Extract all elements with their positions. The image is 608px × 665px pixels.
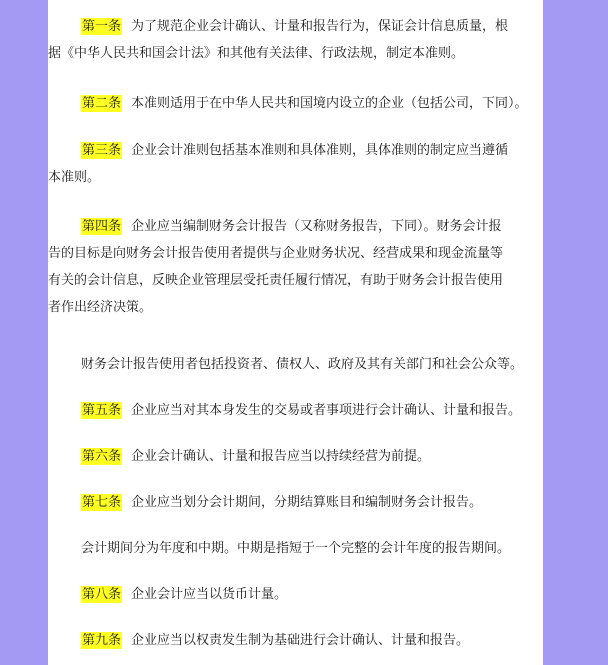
article-4-continuation bbox=[48, 351, 543, 378]
article-label: 第九条 bbox=[82, 633, 122, 648]
article-label: 第二条 bbox=[82, 96, 122, 111]
article-text: 本准则适用于在中华人民共和国境内设立的企业（包括公司，下同）。 bbox=[131, 96, 528, 111]
article-label: 第一条 bbox=[82, 19, 122, 34]
article-text: 企业应当编制财务会计报告（又称财务报告，下同）。财务会计报 bbox=[131, 219, 502, 234]
article-text: 据《中华人民共和国会计法》和其他有关法律、行政法规，制定本准则。 bbox=[48, 46, 465, 61]
article-text: 为了规范企业会计确认、计量和报告行为，保证会计信息质量，根 bbox=[131, 19, 509, 34]
article-1 bbox=[48, 13, 543, 67]
article-label: 第六条 bbox=[82, 449, 122, 464]
article-label: 第七条 bbox=[82, 495, 122, 510]
article-7-continuation bbox=[48, 535, 543, 562]
article-text: 企业会计应当以货币计量。 bbox=[131, 587, 288, 602]
article-text: 企业会计确认、计量和报告应当以持续经营为前提。 bbox=[131, 449, 431, 464]
article-text: 企业会计准则包括基本准则和具体准则，具体准则的制定应当遵循 bbox=[131, 143, 509, 158]
article-label: 第四条 bbox=[82, 219, 122, 234]
article-7 bbox=[48, 489, 543, 516]
article-2 bbox=[48, 90, 543, 117]
article-text: 企业应当对其本身发生的交易或者事项进行会计确认、计量和报告。 bbox=[131, 403, 522, 418]
article-3 bbox=[48, 137, 543, 191]
article-5 bbox=[48, 397, 543, 424]
article-label: 第八条 bbox=[82, 587, 122, 602]
article-text: 企业应当以权责发生制为基础进行会计确认、计量和报告。 bbox=[131, 633, 470, 648]
document-page bbox=[48, 0, 543, 665]
article-text: 财务会计报告使用者包括投资者、债权人、政府及其有关部门和社会公众等。 bbox=[81, 357, 524, 372]
article-text: 告的目标是向财务会计报告使用者提供与企业财务状况、经营成果和现金流量等 bbox=[48, 246, 504, 261]
article-text: 者作出经济决策。 bbox=[48, 300, 153, 315]
article-label: 第三条 bbox=[82, 143, 122, 158]
article-4 bbox=[48, 213, 543, 321]
article-text: 企业应当划分会计期间，分期结算账目和编制财务会计报告。 bbox=[131, 495, 483, 510]
article-6 bbox=[48, 443, 543, 470]
article-text: 会计期间分为年度和中期。中期是指短于一个完整的会计年度的报告期间。 bbox=[81, 541, 511, 556]
article-8 bbox=[48, 581, 543, 608]
article-9 bbox=[48, 627, 543, 654]
article-label: 第五条 bbox=[82, 403, 122, 418]
article-text: 本准则。 bbox=[48, 170, 101, 185]
article-text: 有关的会计信息，反映企业管理层受托责任履行情况，有助于财务会计报告使用 bbox=[48, 273, 504, 288]
